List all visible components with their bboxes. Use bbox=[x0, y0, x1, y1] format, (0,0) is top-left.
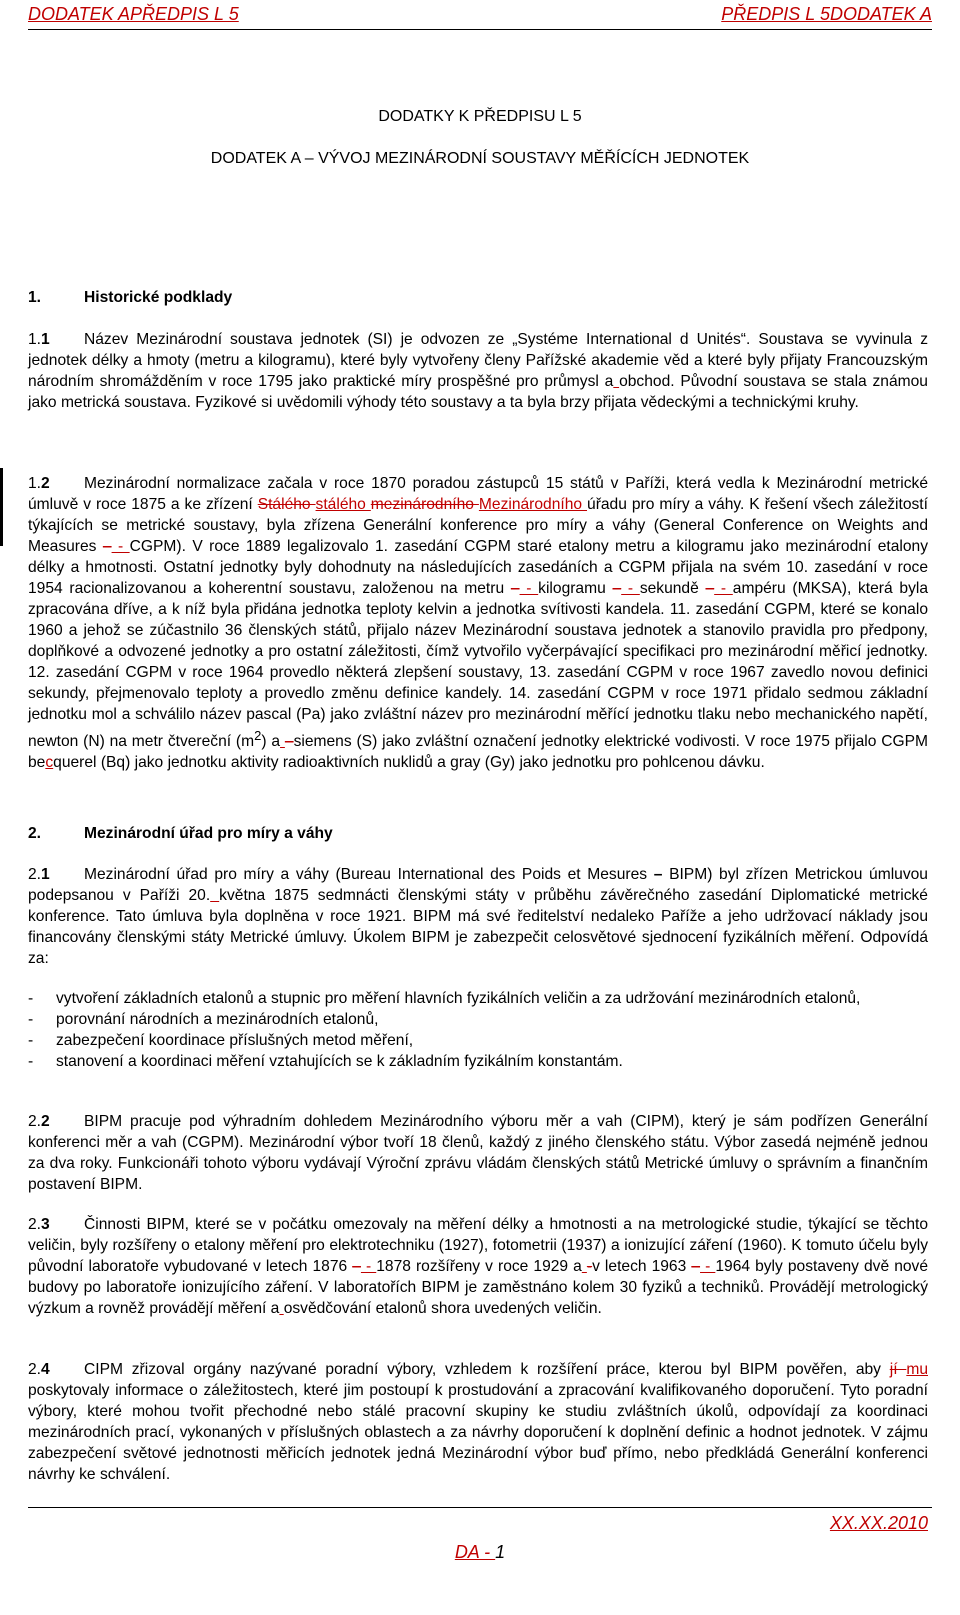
paragraph-2-1: 2.1 Mezinárodní úřad pro míry a váhy (Bureau International des Poids et Mesures – BIPM) byl zřízen Metrickou úmluvou podepsanou v Paříži 20. května 1875 sedmnácti členskými státy v průběhu závěrečného zasedání Diplomatické metrické konference. Tato úmluva byla doplněna v roce 1921. BIPM má své ředitelství nedaleko Paříže a jeho udržovací náklady jsou financovány členskými státy Metrické úmluvy. Úkolem BIPM je zabezpečit celosvětové sjednocení fyzikálních měření. Odpovídá za: bbox=[28, 866, 928, 967]
paragraph-2-3: 2.3 Činnosti BIPM, které se v počátku omezovaly na měření délky a hmotnosti a na metrologické studie, týkající se těchto veličin, byly rozšířeny o etalony měření pro elektrotechniku (1927), fotometrii (1937) a ionizující záření (1960). K tomuto účelu byly původní laboratoře vybudované v letech 1876 – - 1878 rozšířeny v roce 1929 a -v letech 1963 – - 1964 byly postaveny dvě nové budovy po laboratoře ionizujícího záření. V laboratořích BIPM je zaměstnáno kolem 30 fyziků a techniků. Provádějí metrologický výzkum a rovněž provádějí měření a osvědčování etalonů shora uvedených veličin. bbox=[28, 1216, 929, 1317]
list-item: - stanovení a koordinaci měření vztahujících se k základním fyzikálním konstantám. bbox=[28, 1053, 623, 1070]
paragraph-2-4: 2.4 CIPM zřizoval orgány nazývané poradní výbory, vzhledem k rozšíření práce, kterou byl BIPM pověřen, aby jí mu poskytovaly informace o záležitostech, které jim postoupí k prostudování a zpracování kvalifikovaného doporučení. Tyto poradní výbory, které mohou tvořit přechodné nebo stálé pracovní skupiny ke studiu zvláštních úkolů, odpovídají za koordinaci mezinárodních prací, vykonaných v příslušných oblastech a za návrhy doporučení k doplnění definic a hodnot jednotek. V zájmu zabezpečení světové jednotnosti měřicích jednotek jedná Mezinárodní výbor buď přímo, nebo předkládá Generální konferenci návrhy ke schválení. bbox=[28, 1361, 928, 1483]
change-bar bbox=[0, 468, 3, 546]
paragraph-number: 2.2 bbox=[28, 1113, 50, 1130]
paragraph-1-2: 1.2 Mezinárodní normalizace začala v roce 1870 poradou zástupců 15 států v Paříži, která vedla k Mezinárodní metrické úmluvě v roce 1875 a ke zřízení Stálého stálého mezinárodního Mezinárodního úřadu pro míry a váhy. K řešení všech záležitostí týkajících se metrické soustavy, byla zřízena Generální konference pro míry a váhy (General Conference on Weights and Measures – - CGPM). V roce 1889 legalizovalo 1. zasedání CGPM staré etalony metru a kilogramu jako mezinárodní etalony délky a hmotnosti. Ostatní jednotky byly dohodnuty na následujících zasedáních a CGPM přijala na svém 10. zasedání v roce 1954 racionalizovanou a koherentní soustavu, založenou na metru – - kilogramu – - sekundě – - ampéru (MKSA), která byla zpracována dříve, a k níž byla přidána jednotka teploty kelvin a jednotka svítivosti kandela. 11. zasedání CGPM, které se konalo 1960 a jehož se zúčastnilo 36 členských států, přijalo název Mezinárodní soustava jednotek a stanovilo pravidla pro předpony, doplňkové a odvozené jednotky a pro ostatní záležitosti, čímž vytvořilo vyčerpávající specifikaci pro mezinárodní měřicí jednotky. 12. zasedání CGPM v roce 1964 provedlo některá zlepšení soustavy, 13. zasedání CGPM v roce 1967 zavedlo novou definici sekundy, přejmenovalo teploty a provedlo změnu definice kandely. 14. zasedání CGPM v roce 1971 přidalo sedmou základní jednotku mol a schválilo název pascal (Pa) jako zvláštní název pro mezinárodní měřící jednotku tlaku nebo mechanického napětí, newton (N) na metr čtvereční $(m^2)$ a –siemens (S) jako zvláštní označení jednotky elektrické vodivosti. V roce 1975 přijalo CGPM becquerel (Bq) jako jednotku aktivity radioaktivních nuklidů a gray (Gy) jako jednotku pro pohlcenou dávku. bbox=[28, 475, 928, 772]
paragraph-1-1: 1.1 Název Mezinárodní soustava jednotek (SI) je odvozen ze „Systéme International d Unités“. Soustava se vyvinula z jednotek délky a hmoty (metru a kilogramu), které byly vytvořeny členy Pařížské akademie věd a které byly přijaty Francouzským národním shromážděním v roce 1795 jako praktické míry prospěšné pro průmysl a obchod. Původní soustava se stala známou jako metrická soustava. Fyzikové si uvědomili výhody této soustavy a ta byla brzy přijata vědeckými a technickými kruhy. bbox=[28, 331, 928, 411]
paragraph-number: 2.1 bbox=[28, 866, 50, 883]
paragraph-number: 2.4 bbox=[28, 1361, 50, 1378]
section-2 bbox=[28, 823, 928, 844]
list-item: - zabezpečení koordinace příslušných metod měření, bbox=[28, 1032, 414, 1049]
page-number: DA - 1 bbox=[454, 1542, 506, 1562]
list-item: - porovnání národních a mezinárodních etalonů, bbox=[28, 1011, 379, 1028]
paragraph-number: 1.2 bbox=[28, 475, 50, 492]
paragraph-number: 2.3 bbox=[28, 1216, 50, 1233]
section-2-heading: 2. Mezinárodní úřad pro míry a váhy bbox=[28, 825, 333, 842]
header-rule bbox=[28, 29, 932, 30]
paragraph-number: 1.1 bbox=[28, 331, 50, 348]
paragraph-2-2: 2.2 BIPM pracuje pod výhradním dohledem Mezinárodního výboru měr a vah (CIPM), který je sám podřízen Generální konferenci měr a vah (CGPM). Mezinárodní výbor tvoří 18 členů, každý z jiného členského státu. Výbor zasedá nejméně jednou za dva roky. Funkcionáři tohoto výboru vydávají Výroční zprávu vládám členských států Metrické úmluvy o správním a finančním postavení BIPM. bbox=[28, 1113, 928, 1193]
header-left: DODATEK APŘEDPIS L 5 bbox=[28, 4, 239, 24]
list-item: - vytvoření základních etalonů a stupnic pro měření hlavních fyzikálních veličin a za udržování mezinárodních etalonů, bbox=[28, 990, 861, 1007]
section-1 bbox=[28, 287, 928, 308]
footer-rule bbox=[28, 1507, 932, 1508]
section-1-heading: 1. Historické podklady bbox=[28, 289, 233, 306]
main-title: DODATKY K PŘEDPISU L 5 bbox=[378, 108, 582, 125]
footer-date: XX.XX.2010 bbox=[829, 1513, 928, 1533]
sub-title: DODATEK A – VÝVOJ MEZINÁRODNÍ SOUSTAVY MĚŘÍCÍCH JEDNOTEK bbox=[210, 150, 750, 167]
responsibility-list bbox=[28, 988, 928, 1072]
header-right: PŘEDPIS L 5DODATEK A bbox=[721, 4, 932, 24]
